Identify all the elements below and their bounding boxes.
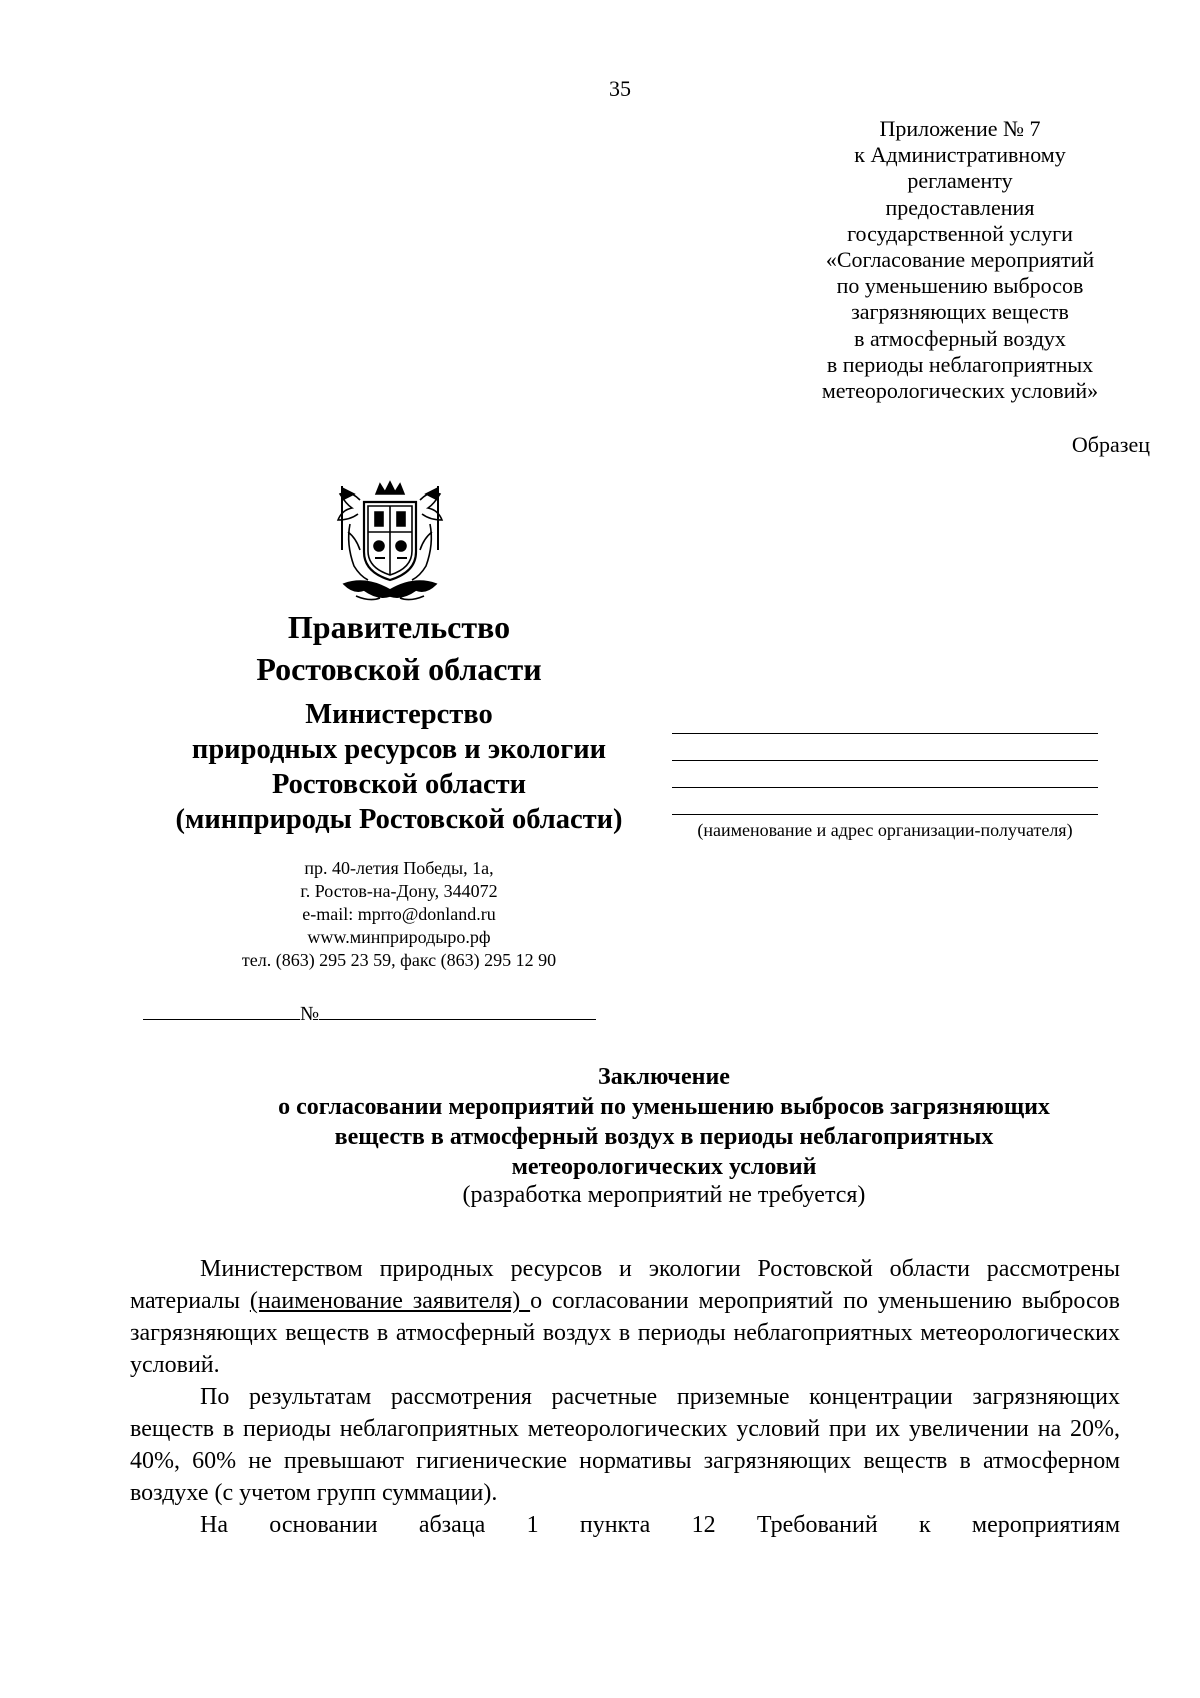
paragraph-text: о согласовании мероприятий по уменьшению выбросов загрязняющих веществ в атмосферный воздух в периоды неблагоприятных метеорологических условий.: [130, 1288, 1120, 1378]
appendix-line: регламенту: [907, 168, 1013, 194]
government-line: Ростовской области: [256, 651, 542, 687]
appendix-line: «Согласование мероприятий: [825, 247, 1095, 273]
page-number: 35: [609, 76, 631, 101]
ministry-line: природных ресурсов и экологии: [191, 734, 607, 765]
body-paragraph: На основании абзаца 1 пункта 12 Требований к мероприятиям: [200, 1512, 1120, 1538]
appendix-line: к Административному: [854, 142, 1066, 168]
appendix-line: предоставления: [885, 194, 1035, 220]
body-paragraph: [130, 1253, 1120, 1381]
conclusion-subtitle: (разработка мероприятий не требуется): [462, 1182, 866, 1208]
recipient-blank-line: [672, 814, 1098, 815]
title-line: метеорологических условий: [511, 1154, 817, 1180]
number-blank-line: [319, 1018, 596, 1020]
conclusion-title: [130, 1062, 1198, 1182]
email-line: e-mail: mprro@donland.ru: [302, 904, 496, 924]
appendix-line: метеорологических условий»: [821, 378, 1099, 404]
ministry-line: Министерство: [305, 699, 493, 730]
applicant-name-placeholder: (наименование заявителя): [249, 1288, 531, 1314]
body-paragraph: По результатам рассмотрения расчетные приземные концентрации загрязняющих веществ в периоды неблагоприятных метеорологических условий при их увеличении на 20%, 40%, 60% не превышают гигиенические нормативы загрязняющих веществ в атмосферном воздухе (с учетом групп суммации).: [130, 1384, 1120, 1506]
ministry-contacts: [200, 857, 598, 972]
ministry-name: [130, 697, 668, 837]
date-blank-line: [143, 1018, 300, 1020]
appendix-line: загрязняющих веществ: [851, 299, 1069, 325]
coat-of-arms-icon: [330, 480, 450, 602]
website-line: www.минприродыро.рф: [307, 927, 491, 947]
sample-label: Образец: [1071, 432, 1150, 457]
number-sign: №: [300, 1003, 320, 1025]
conclusion-body: [130, 1253, 1120, 1541]
government-line: Правительство: [287, 609, 511, 645]
address-line: г. Ростов-на-Дону, 344072: [300, 881, 498, 901]
title-line: Заключение: [598, 1064, 730, 1090]
appendix-line: в атмосферный воздух: [854, 325, 1066, 351]
appendix-line: в периоды неблагоприятных: [826, 351, 1094, 377]
title-line: о согласовании мероприятий по уменьшению выбросов загрязняющих: [278, 1094, 1050, 1120]
recipient-blank-line: [672, 787, 1098, 788]
appendix-line: по уменьшению выбросов: [836, 273, 1084, 299]
appendix-reference: [770, 116, 1150, 404]
paragraph-text: Министерством природных ресурсов и экологии Ростовской области рассмотрены материалы: [130, 1256, 1120, 1314]
appendix-line: государственной услуги: [847, 220, 1073, 246]
ministry-line: Ростовской области: [271, 769, 527, 800]
government-name: [160, 606, 638, 690]
recipient-caption: (наименование и адрес организации-получателя): [697, 820, 1073, 840]
ministry-line: (минприроды Ростовской области): [175, 804, 623, 835]
phone-line: тел. (863) 295 23 59, факс (863) 295 12 90: [241, 950, 557, 970]
recipient-blank-line: [672, 760, 1098, 761]
recipient-blank-line: [672, 733, 1098, 734]
registration-number-field: [143, 1003, 596, 1026]
appendix-line: Приложение № 7: [879, 116, 1041, 141]
address-line: пр. 40-летия Победы, 1а,: [304, 858, 494, 878]
title-line: веществ в атмосферный воздух в периоды неблагоприятных: [334, 1124, 994, 1150]
